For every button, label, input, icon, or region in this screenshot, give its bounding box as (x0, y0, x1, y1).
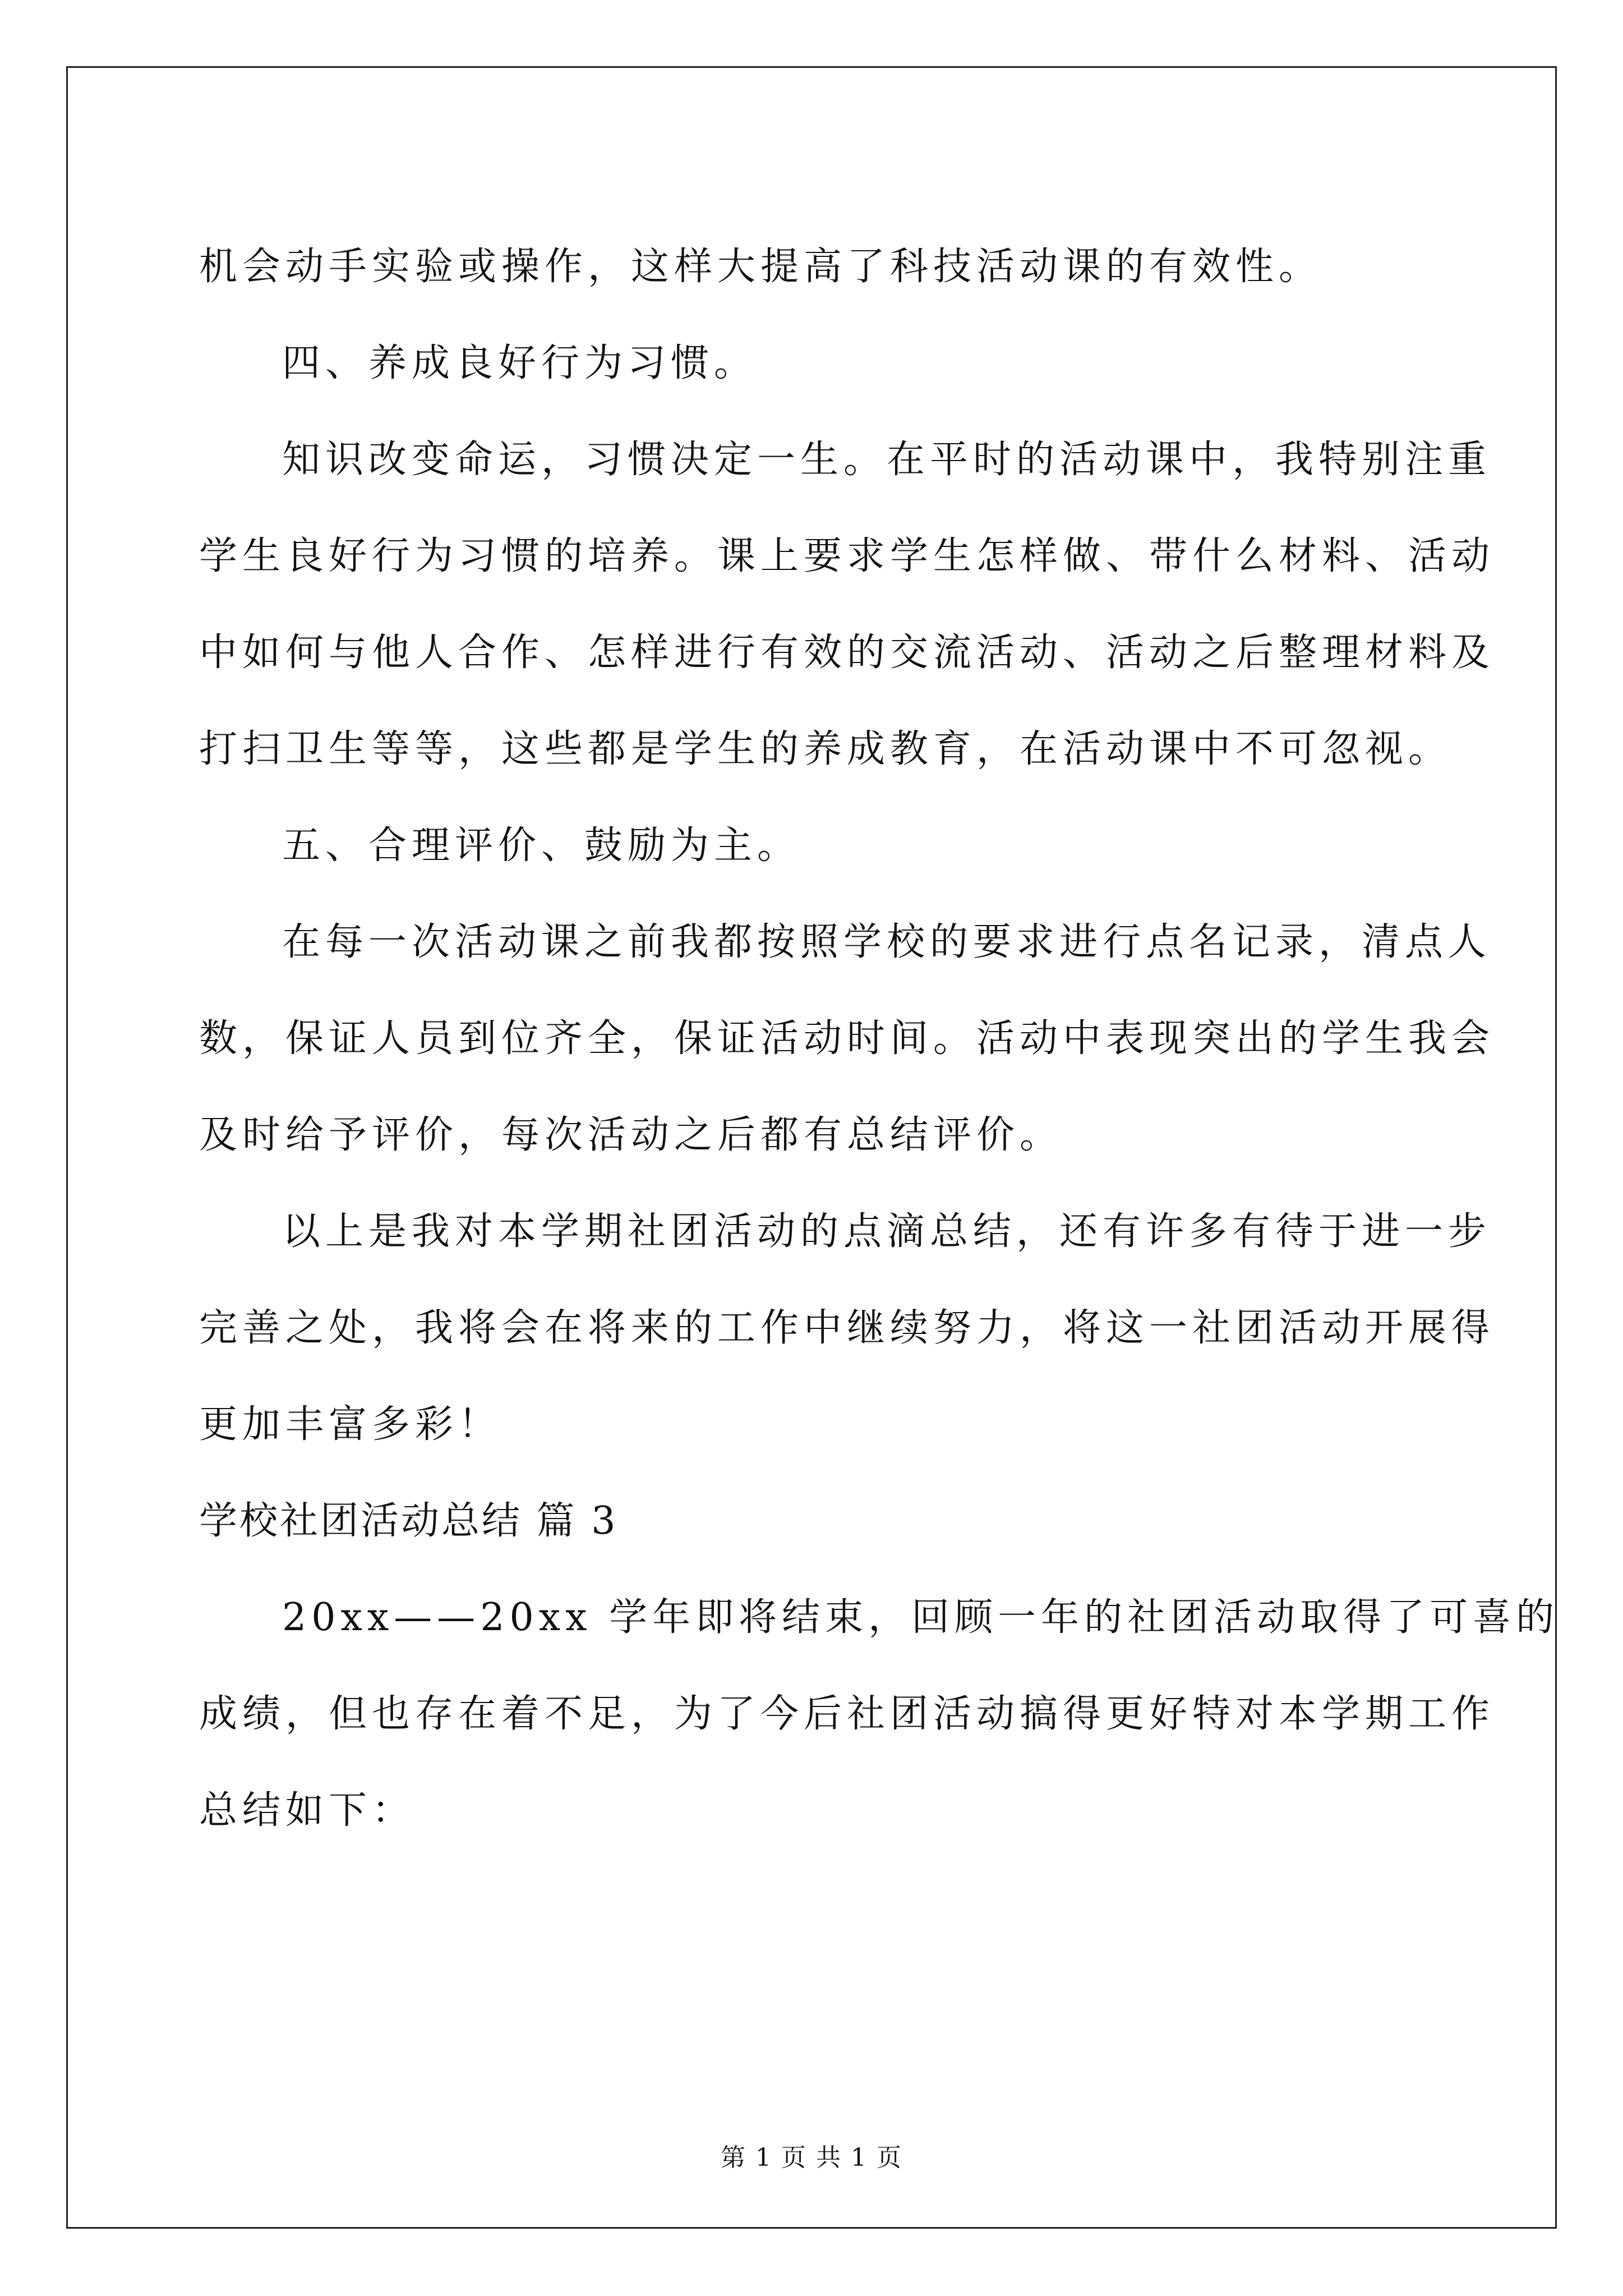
page-footer: 第 1 页 共 1 页 (721, 2143, 902, 2172)
text-line: 数，保证人员到位齐全，保证活动时间。活动中表现突出的学生我会 (199, 1016, 1495, 1061)
text-line: 机会动手实验或操作，这样大提高了科技活动课的有效性。 (199, 245, 1322, 289)
text-line: 成绩，但也存在着不足，为了今后社团活动搞得更好特对本学期工作 (199, 1692, 1495, 1736)
document-body (199, 219, 1560, 1859)
text-line: 知识改变命运，习惯决定一生。在平时的活动课中，我特别注重 (282, 438, 1492, 482)
article-title: 学校社团活动总结 篇 3 (199, 1499, 618, 1543)
text-line: 以上是我对本学期社团活动的点滴总结，还有许多有待于进一步 (282, 1209, 1492, 1254)
text-line: 在每一次活动课之前我都按照学校的要求进行点名记录，清点人 (282, 920, 1492, 964)
text-line: 打扫卫生等等，这些都是学生的养成教育，在活动课中不可忽视。 (199, 727, 1452, 771)
section-heading: 五、合理评价、鼓励为主。 (282, 823, 801, 868)
text-line: 完善之处，我将会在将来的工作中继续努力，将这一社团活动开展得 (199, 1306, 1495, 1350)
text-line: 20xx——20xx 学年即将结束，回顾一年的社团活动取得了可喜的 (282, 1595, 1560, 1640)
text-line: 中如何与他人合作、怎样进行有效的交流活动、活动之后整理材料及 (199, 631, 1495, 675)
text-line: 学生良好行为习惯的培养。课上要求学生怎样做、带什么材料、活动 (199, 534, 1495, 578)
text-line: 总结如下： (199, 1788, 416, 1833)
text-line: 更加丰富多彩！ (199, 1402, 502, 1447)
text-line: 及时给予评价，每次活动之后都有总结评价。 (199, 1113, 1063, 1157)
section-heading: 四、养成良好行为习惯。 (282, 341, 758, 385)
